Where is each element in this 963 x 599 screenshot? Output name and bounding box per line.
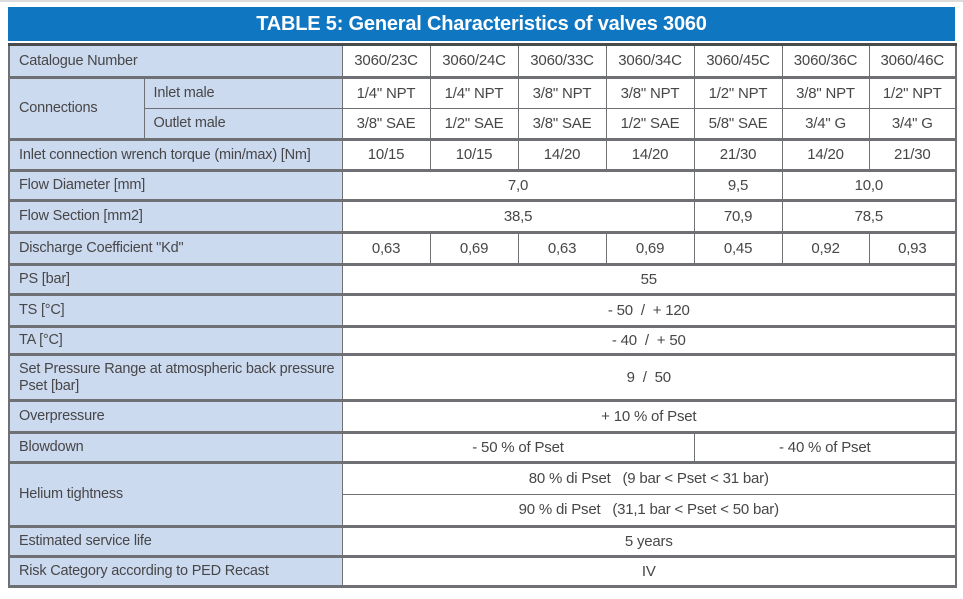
helium-tightness-label: Helium tightness <box>9 463 342 527</box>
outlet-value: 5/8" SAE <box>694 109 782 140</box>
outlet-value: 1/2" SAE <box>606 109 694 140</box>
service-life-value: 5 years <box>342 527 956 557</box>
torque-value: 14/20 <box>518 140 606 171</box>
inlet-value: 1/4" NPT <box>342 78 430 109</box>
outlet-value: 3/8" SAE <box>518 109 606 140</box>
catalogue-value: 3060/34C <box>606 45 694 78</box>
torque-value: 14/20 <box>782 140 869 171</box>
set-pressure-range-value: 9 / 50 <box>342 355 956 401</box>
row-blowdown <box>9 433 956 463</box>
row-flow-section <box>9 201 956 233</box>
outlet-value: 1/2" SAE <box>430 109 518 140</box>
helium-row2-value: 90 % di Pset (31,1 bar < Pset < 50 bar) <box>342 495 956 527</box>
inlet-value: 3/8" NPT <box>782 78 869 109</box>
kd-value: 0,69 <box>606 233 694 265</box>
flow-section-value: 78,5 <box>782 201 956 233</box>
datasheet-page <box>0 2 963 588</box>
kd-value: 0,92 <box>782 233 869 265</box>
row-service-life <box>9 527 956 557</box>
blowdown-right-value: - 40 % of Pset <box>694 433 956 463</box>
torque-value: 21/30 <box>694 140 782 171</box>
inlet-value: 1/4" NPT <box>430 78 518 109</box>
outlet-value: 3/4" G <box>782 109 869 140</box>
flow-section-value: 38,5 <box>342 201 694 233</box>
set-pressure-range-label: Set Pressure Range at atmospheric back pressure Pset [bar] <box>9 355 342 401</box>
catalogue-value: 3060/46C <box>869 45 956 78</box>
torque-value: 10/15 <box>342 140 430 171</box>
flow-diameter-label: Flow Diameter [mm] <box>9 171 342 201</box>
catalogue-number-label: Catalogue Number <box>9 45 342 78</box>
risk-category-label: Risk Category according to PED Recast <box>9 557 342 587</box>
row-catalogue-number <box>9 45 956 78</box>
row-overpressure <box>9 401 956 433</box>
catalogue-value: 3060/24C <box>430 45 518 78</box>
torque-value: 21/30 <box>869 140 956 171</box>
outlet-value: 3/8" SAE <box>342 109 430 140</box>
ps-label: PS [bar] <box>9 265 342 295</box>
connections-label: Connections <box>9 78 144 140</box>
row-wrench-torque <box>9 140 956 171</box>
table-title: TABLE 5: General Characteristics of valves 3060 <box>256 12 707 35</box>
catalogue-value: 3060/33C <box>518 45 606 78</box>
discharge-coefficient-label: Discharge Coefficient "Kd" <box>9 233 342 265</box>
row-ps <box>9 265 956 295</box>
row-outlet-male <box>9 109 956 140</box>
inlet-value: 3/8" NPT <box>518 78 606 109</box>
inlet-value: 3/8" NPT <box>606 78 694 109</box>
table-title-bar <box>8 7 955 41</box>
valve-characteristics-table <box>8 43 957 588</box>
catalogue-value: 3060/36C <box>782 45 869 78</box>
flow-diameter-value: 10,0 <box>782 171 956 201</box>
blowdown-left-value: - 50 % of Pset <box>342 433 694 463</box>
overpressure-label: Overpressure <box>9 401 342 433</box>
wrench-torque-label: Inlet connection wrench torque (min/max) [Nm] <box>9 140 342 171</box>
kd-value: 0,63 <box>342 233 430 265</box>
row-helium-tightness-1 <box>9 463 956 495</box>
inlet-value: 1/2" NPT <box>694 78 782 109</box>
kd-value: 0,63 <box>518 233 606 265</box>
row-discharge-coefficient <box>9 233 956 265</box>
kd-value: 0,93 <box>869 233 956 265</box>
catalogue-value: 3060/45C <box>694 45 782 78</box>
flow-diameter-value: 7,0 <box>342 171 694 201</box>
ts-value: - 50 / + 120 <box>342 295 956 327</box>
helium-row1-value: 80 % di Pset (9 bar < Pset < 31 bar) <box>342 463 956 495</box>
flow-section-label: Flow Section [mm2] <box>9 201 342 233</box>
ta-value: - 40 / + 50 <box>342 327 956 355</box>
catalogue-value: 3060/23C <box>342 45 430 78</box>
service-life-label: Estimated service life <box>9 527 342 557</box>
kd-value: 0,69 <box>430 233 518 265</box>
row-flow-diameter <box>9 171 956 201</box>
torque-value: 14/20 <box>606 140 694 171</box>
row-ta <box>9 327 956 355</box>
torque-value: 10/15 <box>430 140 518 171</box>
blowdown-label: Blowdown <box>9 433 342 463</box>
flow-section-value: 70,9 <box>694 201 782 233</box>
row-set-pressure-range <box>9 355 956 401</box>
ts-label: TS [°C] <box>9 295 342 327</box>
kd-value: 0,45 <box>694 233 782 265</box>
outlet-value: 3/4" G <box>869 109 956 140</box>
risk-category-value: IV <box>342 557 956 587</box>
inlet-value: 1/2" NPT <box>869 78 956 109</box>
inlet-male-label: Inlet male <box>144 78 342 109</box>
outlet-male-label: Outlet male <box>144 109 342 140</box>
overpressure-value: + 10 % of Pset <box>342 401 956 433</box>
ta-label: TA [°C] <box>9 327 342 355</box>
row-inlet-male <box>9 78 956 109</box>
flow-diameter-value: 9,5 <box>694 171 782 201</box>
row-risk-category <box>9 557 956 587</box>
row-ts <box>9 295 956 327</box>
ps-value: 55 <box>342 265 956 295</box>
